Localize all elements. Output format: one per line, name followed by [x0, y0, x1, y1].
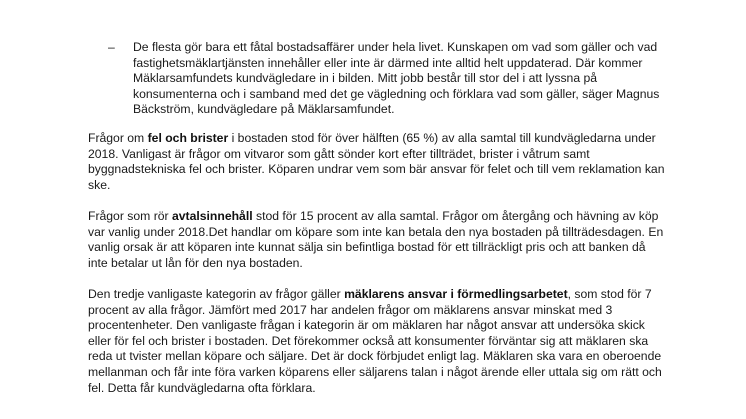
paragraph-text: Den tredje vanligaste kategorin av frågor gäller: [88, 287, 345, 301]
paragraph-bold-term: mäklarens ansvar i förmedlingsarbetet: [344, 287, 568, 301]
paragraph-text: i bostaden stod för över hälften (65 %) av alla samtal till kundvägledarna under 2018. Vanligast är frågor om vitvaror som gått sönder kort efter tillträdet, brister i våtrum samt byggnadstekniska fel och brister. Köparen undrar vem som bär ansvar för felet och till vem reklamation kan ske.: [88, 131, 665, 192]
paragraph-text: , som stod för 7 procent av alla frågor. Jämfört med 2017 har andelen frågor om mäklarens ansvar minskat med 3 procentenheter. Den vanligaste frågan i kategorin är om mäklaren har något ansvar att undersöka skick eller för fel och brister i bostaden. Det förekommer också att konsumenter förväntar sig att mäklaren ska reda ut tvister mellan köpare och säljare. Det är dock förbjudet enligt lag. Mäklaren ska vara en oberoende mellanman och får inte föra varken köparens eller säljarens talan i något ärende eller uttala sig om rätt och fel. Detta får kundvägledarna ofta förklara.: [88, 287, 662, 395]
paragraph-bold-term: avtalsinnehåll: [171, 209, 253, 223]
paragraph-text: Frågor om: [88, 131, 148, 145]
paragraph-maklarens-ansvar: [88, 287, 668, 396]
paragraph-text: Frågor som rör: [88, 209, 172, 223]
paragraph-bold-term: fel och brister: [147, 131, 229, 145]
paragraph-avtalsinnehall: [88, 209, 668, 271]
paragraph-text: stod för 15 procent av alla samtal. Frågor om återgång och hävning av köp var vanlig under 2018.Det handlar om köpare som inte kan betala den nya bostaden på tillträdesdagen. En vanlig orsak är att köparen inte kunnat sälja sin befintliga bostad för ett tillräckligt pris och att banken då inte betalar ut lån för den nya bostaden.: [88, 209, 664, 270]
paragraph-fel-och-brister: [88, 131, 668, 193]
quote-text: De flesta gör bara ett fåtal bostadsaffärer under hela livet. Kunskapen om vad som gäller och vad fastighetsmäklartjänsten innehåller eller inte är därmed inte alltid helt uppdaterad. Där kommer Mäklarsamfundets kundvägledare in i bilden. Mitt jobb består till stor del i att lyssna på konsumenterna och i samband med det ge vägledning och förklara vad som gäller, säger Magnus Bäckström, kundvägledare på Mäklarsamfundet.: [133, 40, 660, 117]
quote-dash: –: [108, 40, 115, 54]
